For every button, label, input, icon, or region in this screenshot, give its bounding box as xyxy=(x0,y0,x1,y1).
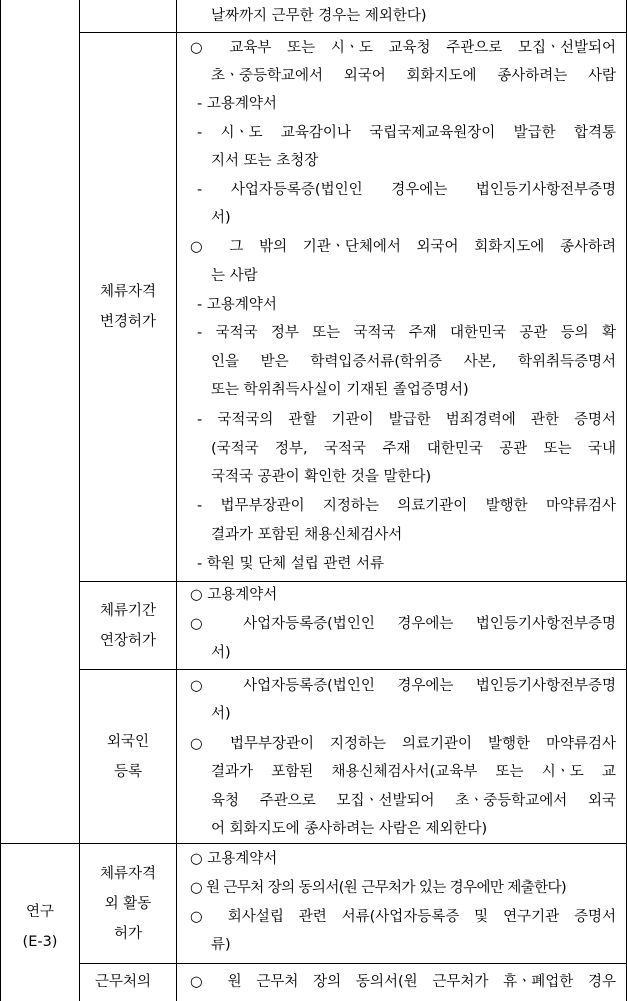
research-category-label: 연구 (E-3) xyxy=(22,903,58,950)
content-line: 서) xyxy=(211,706,231,722)
content-line: - 국적국 정부 또는 국적국 주재 대한민국 공관 등의 확 xyxy=(197,325,616,341)
content-line: - 고용계약서 xyxy=(197,297,277,313)
content-line: - 사업자등록증(법인인 경우에는 법인등기사항전부증명 xyxy=(197,182,616,198)
content-line: ○ 고용계약서 xyxy=(190,587,278,603)
content-line: 류) xyxy=(211,937,231,953)
content-line: ○ 교육부 또는 시ㆍ도 교육청 주관으로 모집ㆍ선발되어 xyxy=(190,40,616,56)
outside-activity-label: 체류자격 외 활동 허가 xyxy=(99,865,157,942)
content-line: - 시ㆍ도 교육감이나 국립국제교육원장이 발급한 합격통 xyxy=(197,125,616,141)
change-status-label: 체류자격 변경허가 xyxy=(99,284,157,330)
content-line: 지서 또는 초청장 xyxy=(211,153,319,169)
content-line: 또는 학위취득사실이 기재된 졸업증명서) xyxy=(211,382,469,398)
content-line: 결과가 포함된 채용신체검사서 xyxy=(211,527,403,543)
content-line: 어 회화지도에 종사하려는 사람은 제외한다) xyxy=(211,821,488,837)
content-line: ○ 회사설립 관련 서류(사업자등록증 및 연구기관 증명서 xyxy=(190,909,616,925)
column-divider xyxy=(176,0,177,1001)
content-line: 국적국 공관이 확인한 것을 말한다) xyxy=(211,469,432,485)
content-line: ○ 그 밖의 기관ㆍ단체에서 외국어 회화지도에 종사하려 xyxy=(190,239,616,255)
content-line: ○ 법무부장관이 지정하는 의료기관이 발행한 마약류검사 xyxy=(190,736,616,752)
alien-registration-label: 외국인 등록 xyxy=(106,733,150,780)
content-line: 서) xyxy=(211,645,231,661)
content-line: - 국적국의 관할 기관이 발급한 범죄경력에 관한 증명서 xyxy=(197,412,616,428)
content-line: 육청 주관으로 모집ㆍ선발되어 초ㆍ중등학교에서 외국 xyxy=(211,793,616,809)
content-line: (국적국 정부, 국적국 주재 대한민국 공관 또는 국내 xyxy=(211,441,616,457)
content-line: 인을 받은 학력입증서류(학위증 사본, 학위취득증명서 xyxy=(211,354,616,370)
row-divider xyxy=(79,963,627,964)
content-line: 초ㆍ중등학교에서 외국어 회화지도에 종사하려는 사람 xyxy=(211,68,616,84)
content-line: ○ 고용계약서 xyxy=(190,851,278,867)
content-line: ○ 사업자등록증(법인인 경우에는 법인등기사항전부증명 xyxy=(190,616,616,632)
workplace-label: 근무처의 xyxy=(95,974,152,990)
content-line: ○ 사업자등록증(법인인 경우에는 법인등기사항전부증명 xyxy=(190,678,616,694)
extend-stay-label: 체류기간 연장허가 xyxy=(99,602,157,649)
content-line: ○ 원 근무처 장의 동의서(원 근무처가 휴ㆍ폐업한 경우 xyxy=(190,974,616,990)
content-line: 날짜까지 근무한 경우는 제외한다) xyxy=(211,8,427,24)
content-line: 서) xyxy=(211,210,231,226)
content-line: 결과가 포함된 채용신체검사서(교육부 또는 시ㆍ도 교 xyxy=(211,764,616,780)
content-line: 는 사람 xyxy=(211,268,258,284)
content-line: - 법무부장관이 지정하는 의료기관이 발행한 마약류검사 xyxy=(197,498,616,514)
content-line: - 고용계약서 xyxy=(197,96,277,112)
content-line: - 학원 및 단체 설립 관련 서류 xyxy=(197,556,384,572)
content-line: ○ 원 근무처 장의 동의서(원 근무처가 있는 경우에만 제출한다) xyxy=(190,880,567,896)
